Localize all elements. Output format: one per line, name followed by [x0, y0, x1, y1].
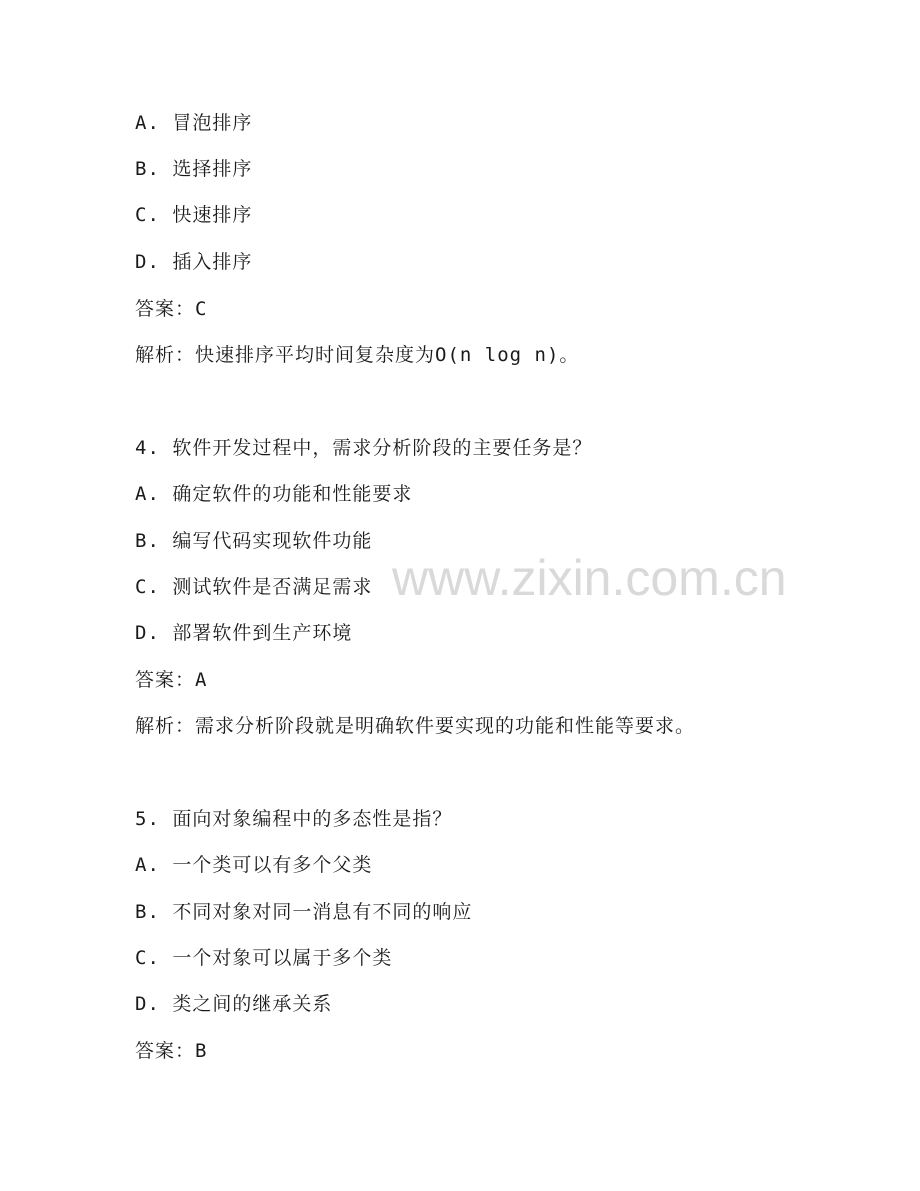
q4-answer: 答案：A — [135, 669, 208, 691]
q3-option-c: C. 快速排序 — [135, 204, 253, 226]
q4-option-b: B. 编写代码实现软件功能 — [135, 530, 373, 552]
q3-option-b: B. 选择排序 — [135, 158, 253, 180]
q4-option-d: D. 部署软件到生产环境 — [135, 622, 353, 644]
q3-analysis: 解析：快速排序平均时间复杂度为O(n log n)。 — [135, 344, 580, 366]
q5-option-c: C. 一个对象可以属于多个类 — [135, 947, 393, 969]
q3-option-d: D. 插入排序 — [135, 251, 253, 273]
q4-analysis: 解析：需求分析阶段就是明确软件要实现的功能和性能等要求。 — [135, 715, 696, 737]
q3-answer: 答案：C — [135, 298, 208, 320]
q4-question: 4. 软件开发过程中，需求分析阶段的主要任务是？ — [135, 437, 593, 459]
q5-question: 5. 面向对象编程中的多态性是指？ — [135, 808, 453, 830]
watermark: www.zixin.com.cn — [392, 550, 787, 606]
q3-option-a: A. 冒泡排序 — [135, 112, 253, 134]
q5-option-b: B. 不同对象对同一消息有不同的响应 — [135, 901, 473, 923]
q5-option-a: A. 一个类可以有多个父类 — [135, 854, 373, 876]
q5-answer: 答案：B — [135, 1040, 208, 1062]
q5-option-d: D. 类之间的继承关系 — [135, 993, 333, 1015]
q4-option-a: A. 确定软件的功能和性能要求 — [135, 483, 413, 505]
q4-option-c: C. 测试软件是否满足需求 — [135, 576, 373, 598]
